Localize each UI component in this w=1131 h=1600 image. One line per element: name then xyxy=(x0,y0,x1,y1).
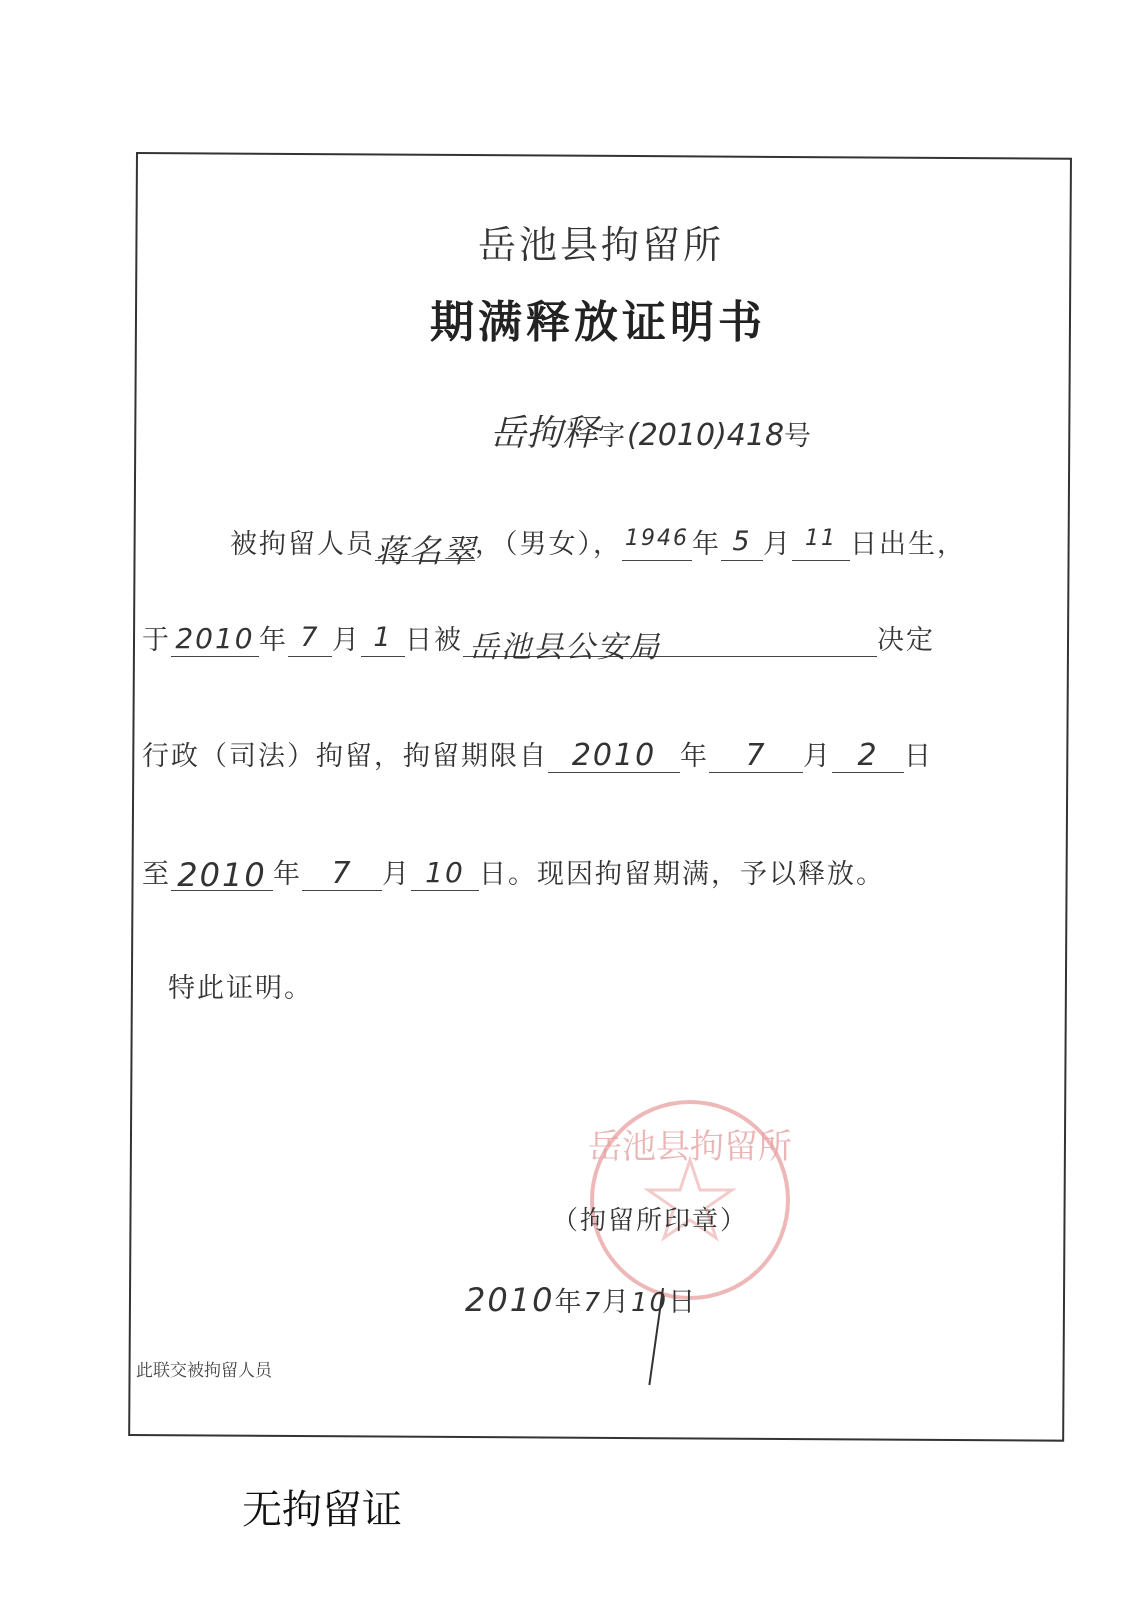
authority-handwritten: 岳池县公安局 xyxy=(463,622,877,657)
label-month: 月 xyxy=(601,1287,631,1318)
label-year: 年 xyxy=(680,741,709,772)
sign-year-handwritten: 2010 xyxy=(465,1281,555,1319)
period-start-month-handwritten: 7 xyxy=(709,738,803,773)
gender-options: （男女） xyxy=(504,529,593,560)
label-detention-type: 行政（司法）拘留，拘留期限自 xyxy=(142,741,548,772)
birth-month-handwritten: 5 xyxy=(721,526,763,561)
organization-name: 岳池县拘留所 xyxy=(478,223,725,267)
decision-day-handwritten: 1 xyxy=(361,622,405,657)
period-end-month-handwritten: 7 xyxy=(302,856,382,891)
line-person xyxy=(230,522,966,570)
label-month: 月 xyxy=(763,529,792,560)
period-start-year-handwritten: 2010 xyxy=(548,738,680,773)
sign-day-handwritten: 10 xyxy=(630,1288,669,1318)
doc-hao-label: 号 xyxy=(784,421,814,452)
label-year: 年 xyxy=(259,625,288,656)
birth-year-handwritten: 1946 xyxy=(622,526,692,561)
certify-text: 特此证明。 xyxy=(168,973,313,1004)
period-end-year-handwritten: 2010 xyxy=(171,856,273,891)
seal-label: （拘留所印章） xyxy=(552,1206,749,1236)
label-birth: 日出生， xyxy=(850,529,966,560)
document-title: 期满释放证明书 xyxy=(430,297,766,348)
period-start-day-handwritten: 2 xyxy=(832,738,904,773)
comma: ， xyxy=(593,529,622,560)
footer-note: 此联交被拘留人员 xyxy=(136,1361,272,1381)
birth-day-handwritten: 11 xyxy=(792,526,850,561)
label-release: 日。现因拘留期满，予以释放。 xyxy=(479,859,885,890)
person-name-handwritten: 蒋名翠 xyxy=(375,526,475,561)
label-ribei: 日被 xyxy=(405,625,463,656)
label-year: 年 xyxy=(273,859,302,890)
seal-text: 岳池县拘留所 xyxy=(588,1127,792,1167)
caption-label: 无拘留证 xyxy=(242,1487,402,1533)
decision-year-handwritten: 2010 xyxy=(171,622,259,657)
label-yu: 于 xyxy=(142,625,171,656)
label-day: 日 xyxy=(668,1287,698,1318)
line-period-end xyxy=(142,852,885,894)
decision-month-handwritten: 7 xyxy=(288,622,332,657)
sign-month-handwritten: 7 xyxy=(583,1288,602,1318)
label-month: 月 xyxy=(382,859,411,890)
label-day: 日 xyxy=(904,741,933,772)
label-year: 年 xyxy=(692,529,721,560)
doc-prefix-handwritten: 岳拘释 xyxy=(490,413,599,454)
label-decide: 决定 xyxy=(877,625,935,656)
line-decision xyxy=(142,618,935,665)
doc-year-number-handwritten: (2010)418 xyxy=(627,418,785,453)
label-month: 月 xyxy=(332,625,361,656)
document-number xyxy=(490,405,813,456)
period-end-day-handwritten: 10 xyxy=(411,856,479,891)
doc-zi-label: 字 xyxy=(598,421,628,452)
comma: ， xyxy=(475,529,504,560)
line-period-start xyxy=(142,734,933,773)
label-month: 月 xyxy=(803,741,832,772)
label-person: 被拘留人员 xyxy=(230,529,375,560)
label-year: 年 xyxy=(554,1287,584,1318)
label-zhi: 至 xyxy=(142,859,171,890)
